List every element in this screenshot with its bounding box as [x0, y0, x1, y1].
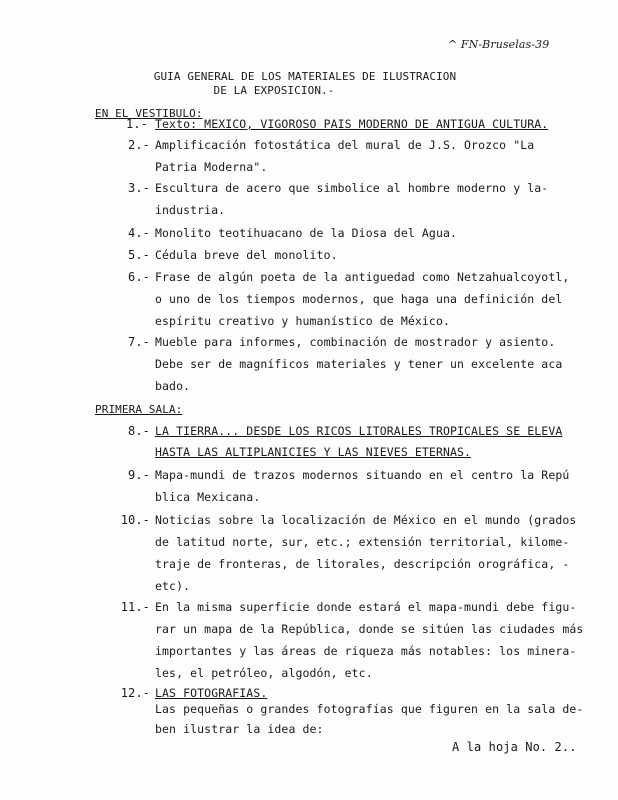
item-text-line: rar un mapa de la República, donde se sitúen las ciudades más [155, 622, 584, 636]
document-title [0, 70, 618, 98]
item-number: 9.- [128, 468, 150, 482]
item-text-line: importantes y las áreas de riqueza más notables: los minera- [155, 644, 577, 658]
item-text-line: espíritu creativo y humanístico de México. [155, 314, 450, 328]
item-text-line: o uno de los tiempos modernos, que haga una definición del [155, 292, 563, 306]
item-text-line: bado. [155, 379, 191, 393]
item-text-line: LAS FOTOGRAFIAS. [155, 686, 268, 700]
archive-reference: ^ FN-Bruselas-39 [448, 38, 550, 51]
item-number: 10.- [120, 513, 150, 527]
item-text-line: En la misma superficie donde estará el mapa-mundi debe figu- [155, 600, 577, 614]
title-line-2: DE LA EXPOSICION.- [213, 84, 335, 97]
item-text-line: Las pequeñas o grandes fotografías que figuren en la sala de- [155, 702, 584, 716]
item-text-line: Cédula breve del monolito. [155, 248, 338, 262]
item-text-line: traje de fronteras, de litorales, descripción orográfica, - [155, 557, 570, 571]
item-number: 6.- [128, 270, 150, 284]
item-text-line: les, el petróleo, algodón, etc. [155, 666, 373, 680]
item-text-line: Amplificación fotostática del mural de J.S. Orozco "La [155, 138, 535, 152]
title-line-1: GUIA GENERAL DE LOS MATERIALES DE ILUSTRACION [153, 70, 457, 83]
item-text-line: Texto: MEXICO, VIGOROSO PAIS MODERNO DE ANTIGUA CULTURA. [155, 117, 549, 131]
item-text-line: Mueble para informes, combinación de mostrador y asiento. [155, 335, 556, 349]
item-number: 1.- [126, 117, 148, 131]
item-number: 3.- [128, 181, 150, 195]
item-text-line: blica Mexicana. [155, 490, 261, 504]
item-text-line: Frase de algún poeta de la antiguedad como Netzahualcoyotl, [155, 270, 570, 284]
item-text-line: industria. [155, 203, 226, 217]
item-text-line: etc). [155, 579, 191, 593]
section-heading-vestibulo: EN EL VESTIBULO: [95, 107, 203, 120]
item-number: 4.- [128, 226, 150, 240]
item-number: 7.- [128, 335, 150, 349]
item-text-line: Noticias sobre la localización de México en el mundo (grados [155, 513, 577, 527]
continuation-note: A la hoja No. 2.. [452, 740, 577, 754]
item-number: 2.- [128, 138, 150, 152]
item-number: 11.- [120, 600, 150, 614]
item-text-line: de latitud norte, sur, etc.; extensión territorial, kilome- [155, 535, 570, 549]
item-number: 8.- [128, 424, 150, 438]
item-text-line: HASTA LAS ALTIPLANICIES Y LAS NIEVES ETERNAS. [155, 445, 472, 459]
item-text-line: LA TIERRA... DESDE LOS RICOS LITORALES TROPICALES SE ELEVA [155, 424, 563, 438]
item-text-line: Escultura de acero que simbolice al hombre moderno y la- [155, 181, 549, 195]
item-number: 12.- [120, 686, 150, 700]
item-text-line: Monolito teotihuacano de la Diosa del Agua. [155, 226, 458, 240]
item-text-line: Debe ser de magníficos materiales y tener un excelente aca [155, 357, 563, 371]
item-text-line: Mapa-mundi de trazos modernos situando en el centro la Repú [155, 468, 570, 482]
item-text-line: ben ilustrar la idea de: [155, 722, 324, 736]
item-number: 5.- [128, 248, 150, 262]
section-heading-primera-sala: PRIMERA SALA: [95, 403, 183, 416]
item-text-line: Patria Moderna". [155, 160, 268, 174]
